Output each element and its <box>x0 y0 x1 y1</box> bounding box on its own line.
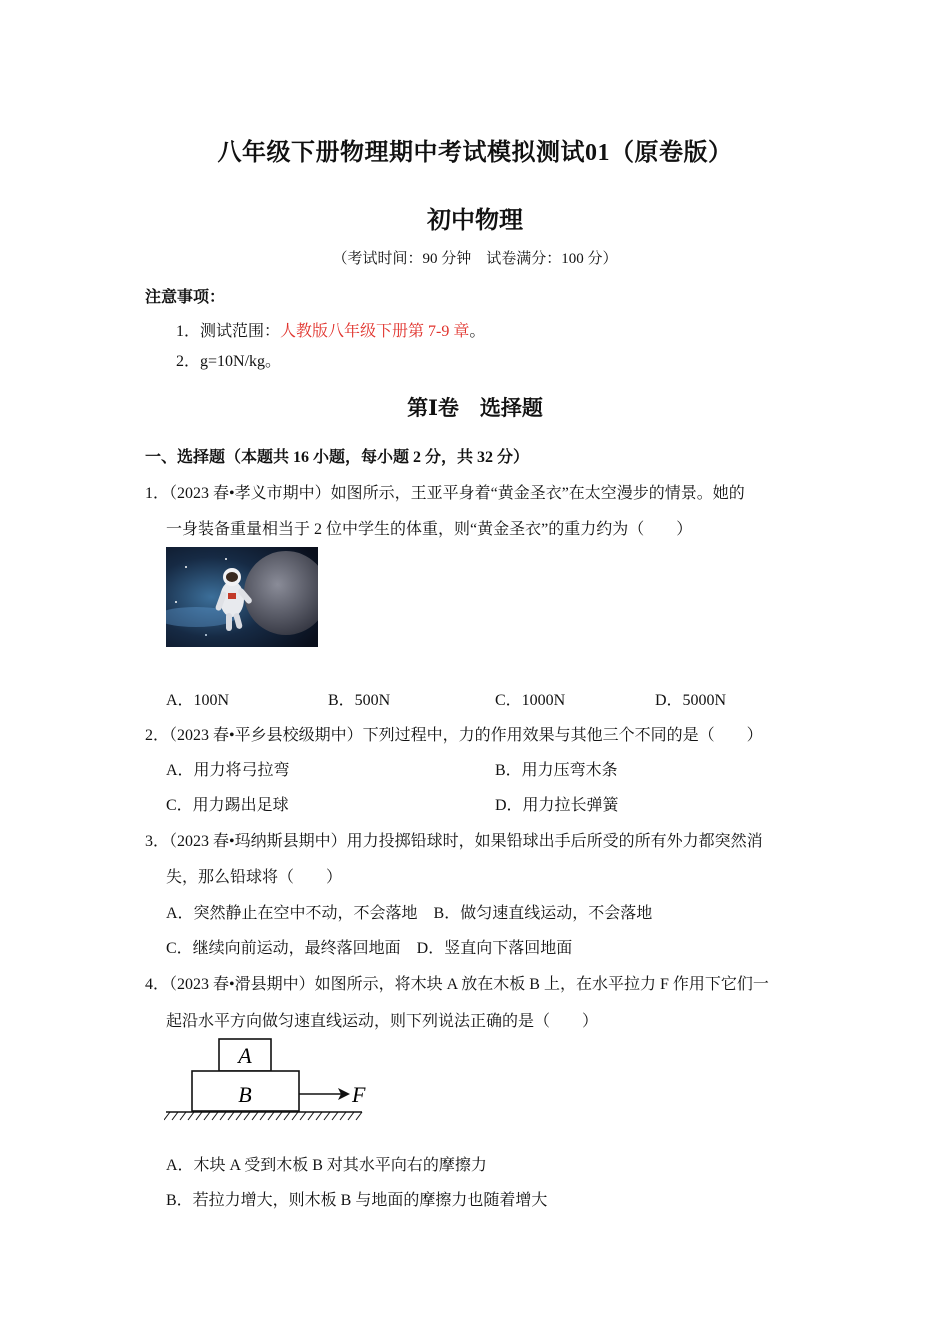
block-a-label: A <box>238 1043 252 1068</box>
subject-title: 初中物理 <box>427 208 523 234</box>
question-3-options-line-1: A．突然静止在空中不动，不会落地 B．做匀速直线运动，不会落地 <box>166 905 653 922</box>
question-1-option-b: B．500N <box>328 692 391 709</box>
question-1-line-1: 1．（2023 春•孝义市期中）如图所示，王亚平身着“黄金圣衣”在太空漫步的情景。她的 <box>145 485 745 502</box>
question-1-option-c: C．1000N <box>495 692 566 709</box>
ground-hatching <box>164 1112 362 1120</box>
question-3-line-2: 失，那么铅球将（ ） <box>166 869 343 886</box>
notice-item-1 <box>176 318 485 341</box>
page-title: 八年级下册物理期中考试模拟测试01（原卷版） <box>217 140 733 166</box>
block-force-figure <box>164 1036 374 1122</box>
question-4-option-b: B．若拉力增大，则木板 B 与地面的摩擦力也随着增大 <box>166 1192 548 1209</box>
force-label: F <box>352 1082 366 1107</box>
question-1-option-d: D．5000N <box>655 692 727 709</box>
notice-item-2: 2．g=10N/kg。 <box>176 353 282 370</box>
question-1-option-a: A．100N <box>166 692 230 709</box>
block-force-diagram <box>164 1036 374 1122</box>
question-2-line-1: 2．（2023 春•平乡县校级期中）下列过程中，力的作用效果与其他三个不同的是（ ） <box>145 727 763 744</box>
question-2-option-c: C．用力踢出足球 <box>166 797 289 814</box>
question-4-line-1: 4．（2023 春•滑县期中）如图所示，将木块 A 放在木板 B 上，在水平拉力 F 作用下它们一 <box>145 976 769 993</box>
notice-heading: 注意事项： <box>145 289 226 306</box>
question-4-line-2: 起沿水平方向做匀速直线运动，则下列说法正确的是（ ） <box>166 1013 599 1030</box>
astronaut-photo <box>166 547 318 647</box>
section-title: 第Ⅰ卷 选择题 <box>407 396 543 420</box>
question-2-option-d: D．用力拉长弹簧 <box>495 797 619 814</box>
question-3-options-line-2: C．继续向前运动，最终落回地面 D．竖直向下落回地面 <box>166 940 573 957</box>
notice-item-1-prefix: 1．测试范围： <box>176 323 281 340</box>
board-b-label: B <box>238 1082 252 1107</box>
question-3-line-1: 3．（2023 春•玛纳斯县期中）用力投掷铅球时，如果铅球出手后所受的所有外力都突然消 <box>145 833 763 850</box>
notice-item-1-suffix: 。 <box>469 323 486 340</box>
astronaut-image <box>166 547 318 647</box>
question-4-option-a: A．木块 A 受到木板 B 对其水平向右的摩擦力 <box>166 1157 487 1174</box>
notice-item-1-highlight: 人教版八年级下册第 7-9 章 <box>280 323 470 340</box>
exam-info: （考试时间：90 分钟 试卷满分：100 分） <box>332 251 618 267</box>
question-2-option-a: A．用力将弓拉弯 <box>166 762 290 779</box>
question-2-option-b: B．用力压弯木条 <box>495 762 618 779</box>
part-heading: 一、选择题（本题共 16 小题，每小题 2 分，共 32 分） <box>145 449 530 466</box>
question-1-line-2: 一身装备重量相当于 2 位中学生的体重，则“黄金圣衣”的重力约为（ ） <box>166 521 693 538</box>
